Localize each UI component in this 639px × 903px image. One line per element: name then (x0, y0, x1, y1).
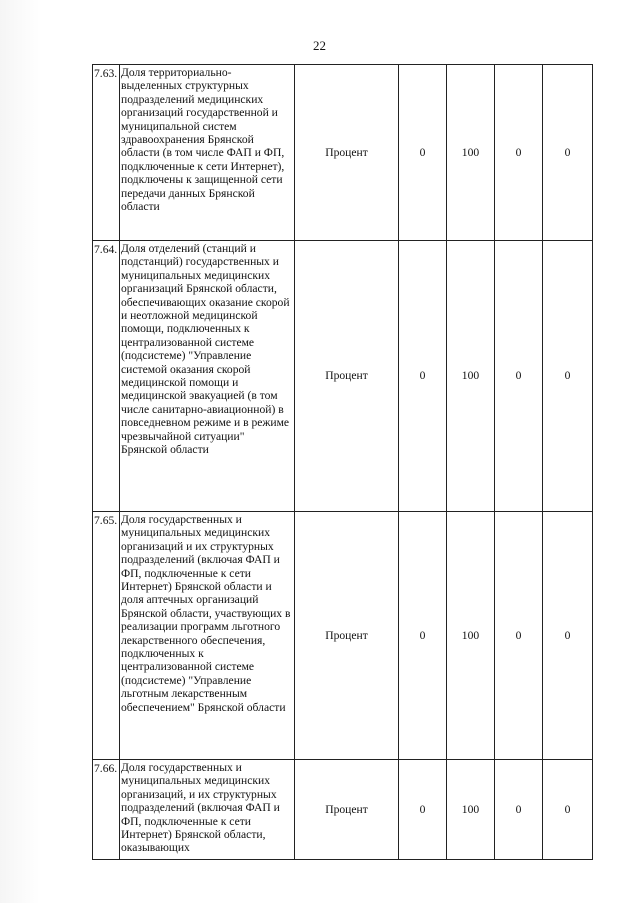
value-cell-4: 0 (543, 65, 593, 241)
value-cell-4: 0 (543, 512, 593, 760)
table-row (93, 241, 593, 512)
value-cell-2: 100 (447, 241, 495, 512)
value-cell-1: 0 (399, 65, 447, 241)
value-cell-4: 0 (543, 760, 593, 860)
page-number: 22 (313, 38, 326, 53)
value-cell-1: 0 (399, 241, 447, 512)
indicator-name: Доля отделений (станций и подстанций) государственных и муниципальных медицинских организаций Брянской области, обеспечивающих оказание скорой и неотложной медицинской помощи, подключенных к централизованной системе (подсистеме) "Управление системой оказания скорой медицинской помощи и медицинской эвакуацией (в том числе санитарно-авиационной) в повседневном режиме и в режиме чрезвычайной ситуации" Брянской области (120, 241, 295, 512)
value-cell-3: 0 (495, 65, 543, 241)
unit-cell: Процент (295, 65, 399, 241)
value-cell-1: 0 (399, 760, 447, 860)
row-number: 7.64. (93, 241, 120, 512)
table-row (93, 512, 593, 760)
row-number: 7.63. (93, 65, 120, 241)
scan-shadow (0, 0, 40, 903)
indicator-name: Доля территориально-выделенных структурных подразделений медицинских организаций государственной и муниципальной систем здравоохранения Брянской области (в том числе ФАП и ФП, подключенные к сети Интернет), подключены к защищенной сети передачи данных Брянской области (120, 65, 295, 241)
value-cell-3: 0 (495, 241, 543, 512)
unit-cell: Процент (295, 512, 399, 760)
row-number: 7.65. (93, 512, 120, 760)
value-cell-1: 0 (399, 512, 447, 760)
row-number: 7.66. (93, 760, 120, 860)
value-cell-2: 100 (447, 512, 495, 760)
value-cell-3: 0 (495, 512, 543, 760)
value-cell-4: 0 (543, 241, 593, 512)
value-cell-2: 100 (447, 760, 495, 860)
value-cell-2: 100 (447, 65, 495, 241)
indicator-name: Доля государственных и муниципальных медицинских организаций и их структурных подразделений (включая ФАП и ФП, подключенные к сети Интернет) Брянской области и доля аптечных организаций Брянской области, участвующих в реализации программ льготного лекарственного обеспечения, подключенных к централизованной системе (подсистеме) "Управление льготным лекарственным обеспечением" Брянской области (120, 512, 295, 760)
table-row (93, 760, 593, 860)
unit-cell: Процент (295, 760, 399, 860)
indicator-name: Доля государственных и муниципальных медицинских организаций, и их структурных подразделений (включая ФАП и ФП, подключенные к сети Интернет) Брянской области, оказывающих (120, 760, 295, 860)
table-row (93, 65, 593, 241)
value-cell-3: 0 (495, 760, 543, 860)
unit-cell: Процент (295, 241, 399, 512)
indicators-table (92, 64, 593, 860)
